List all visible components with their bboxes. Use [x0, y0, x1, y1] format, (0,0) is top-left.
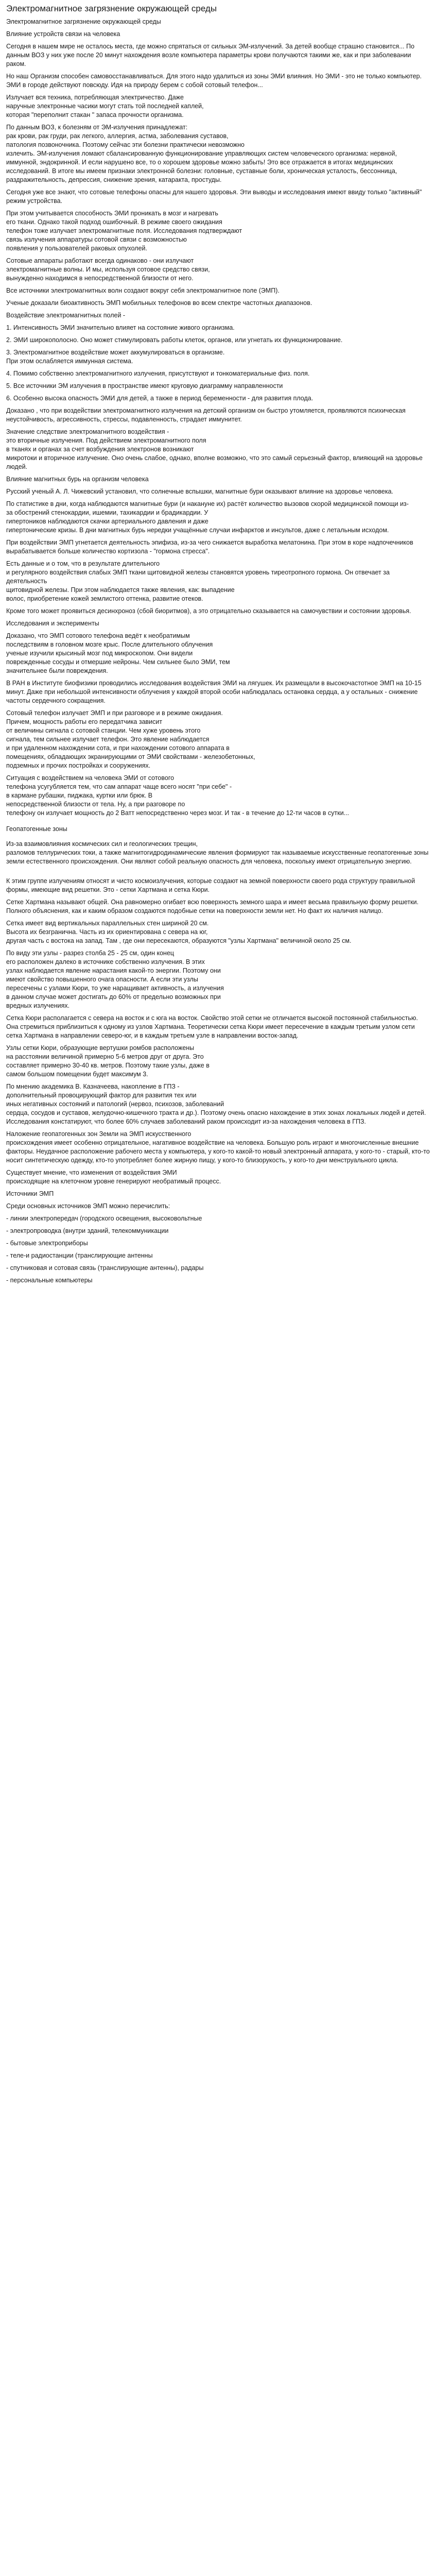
paragraph: Русский ученый А. Л. Чижевский установил, что солнечные вспышки, магнитные бури оказывают влияние на здоровье человека. — [6, 488, 393, 495]
paragraph: Сегодня уже все знают, что сотовые телефоны опасны для нашего здоровья. Эти выводы и исследования имеют ввиду только "активный" режим устройства. — [6, 189, 422, 205]
paragraph: Кроме того может проявиться десинхроноз (сбой биоритмов), а это отрицательно сказывается на самочувствии и состоянии здоровья. — [6, 607, 411, 615]
paragraph: - линии электропередач (городского освещения, высоковольтные — [6, 1215, 202, 1222]
paragraph: Излучает вся техника, потребляющая электричество. Даже наручные электронные часики могут стать той последней каплей, которая "переполнит стакан " запаса прочности организма. — [6, 94, 204, 118]
paragraph: - спутниковая и сотовая связь (транслирующие антенны), радары — [6, 1264, 204, 1272]
section-heading: Влияние магнитных бурь на организм человека — [6, 476, 149, 483]
paragraph: К этим группе излучениям относят и чисто космоизлучения, которые создают на земной поверхности своего рода структуру правильной формы, имеющие вид решетки. Это - сетки Хартмана и сетка Кюри. — [6, 877, 415, 893]
paragraph: 4. Помимо собственно электромагнитного излучения, присутствуют и тонкоматериальные физ. поля. — [6, 370, 310, 377]
paragraph: Но наш Организм способен самовосстанавливаться. Для этого надо удалиться из зоны ЭМИ влияния. Но ЭМИ - это не только компьютер. ЭМИ в городе действуют повсюду. Идя на природу берем с собой сотовый телефон... — [6, 73, 422, 89]
paragraph: Из-за взаимовлияния космических сил и геологических трещин, разломов теллурических токи, а также магнитогидродинамические явления формируют так называемые искусственные геопатогенные зоны земли естественного происхождения. Они являют собой реальную опасность для человека, поскольку имеют отрицательную энергию. — [6, 840, 429, 865]
subtitle: Электромагнитное загрязнение окружающей среды — [6, 18, 161, 25]
paragraph: По данным ВОЗ, к болезням от ЭМ-излучения принадлежат: рак крови, рак груди, рак легкого, аллергия, астма, заболевания суставов, патология позвоночника. Поэтому сейчас эти болезни практически невозможно излечить. ЭМ-излучения ломают сбалансированную функционирование управляющих систем человеческого организма: нервной, иммунной, эндокринной. И если нарушено все, то о хорошем здоровье можно забыть! Это все отражается в итогах медицинских исследований. В итоге мы имеем признаки электронной болезни: головные, суставные боли, хроническая усталость, бессонница, раздражительность, депрессия, снижение зрения, катаракта, простуды. — [6, 124, 397, 183]
paragraph: - электропроводка (внутри зданий, телекоммуникации — [6, 1227, 169, 1234]
paragraph: Узлы сетки Кюри, образующие вертушки ромбов расположены на расстоянии величиной примерно 5-6 метров друг от друга. Это составляет примерно 30-40 кв. метров. Поэтому такие узлы, даже в самом большом помещении будет максимум 3. — [6, 1044, 210, 1078]
paragraph: Наложение геопатогенных зон Земли на ЭМП искусственного происхождения имеет особенно отрицательное, нагативное воздействие на человека. Большую роль играют и многочисленные внешние факторы. Неудачное расположение рабочего места у компьютера, у кого-то какой-то новый электронный аппарата, у кого-то - старый, кто-то носит синтетическую одежду, кто-то употребляет более жирную пищу, у кого-то близорукость, у кого-то дни менструального цикла. — [6, 1130, 430, 1164]
paragraph: В РАН в Институте биофизики проводились исследования воздействия ЭМИ на лягушек. Их размещали в высокочастотное ЭМП на 10-15 минут. Даже при небольшой интенсивности облучения у каждой второй особи наблюдалась остановка сердца, а у остальных - снижение частоты сердечного сокращения. — [6, 680, 422, 704]
paragraph: По статистике в дни, когда наблюдаются магнитные бури (и накануне их) растёт количество вызовов скорой медицинской помощи из- за обострений стенокардии, ишемии, тахикардии и брадикардии. У гипертоников наблюдаются скачки артериального давления и даже гипертонические кризы. В дни магнитных бурь нередки учащённые случаи инфарктов и инсультов, даже с летальным исходом. — [6, 500, 409, 534]
paragraph: Сетка Кюри располагается с севера на восток и с юга на восток. Свойство этой сетки не отличается высокой постоянной стабильностью. Она стремиться приблизиться к одному из узлов Хартмана. Теоретически сетка Кюри имеет пересечение в каждым третьим узлом сети сетка Хартмана в направлении северо-юг, и в каждым третьем узле в направлении восток-запад. — [6, 1014, 418, 1039]
section-title: Геопатогенные зоны — [6, 825, 67, 833]
paragraph: Доказано , что при воздействии электромагнитного излучения на детский организм он быстро утомляется, проявляются психическая неустойчивость, агрессивность, стрессы, подавленность, страдает иммунитет. — [6, 407, 406, 423]
paragraph: Существует мнение, что изменения от воздействия ЭМИ происходящие на клеточном уровне генерируют необратимый процесс. — [6, 1169, 221, 1185]
paragraph: Сегодня в нашем мире не осталось места, где можно спрятаться от сильных ЭМ-излучений. За детей вообще страшно становится... По данным ВОЗ у них уже после 20 минут нахождения возле компьютера параметры крови получаются такими же, как и при заболевании раком. — [6, 43, 415, 67]
paragraph: Воздействие электромагнитных полей - — [6, 312, 126, 319]
paragraph: Есть данные и о том, что в результате длительного и регулярного воздействия слабых ЭМП ткани щитовидной железы становятся уровень тиреотропного гормона. Он отвечает за деятельность щитовидной железы. При этом наблюдается также явления, как: выпадение волос, приобретение кожей землистого оттенка, развитие отеков. — [6, 560, 390, 602]
paragraph: Значение следствие электромагнитного воздействия - это вторичные излучения. Под действием электромагнитного поля в тканях и органах за счет возбуждения электронов возникают микротоки и вторичное излучение. Оно очень слабое, однако, вполне возможно, что это самый серьезный фактор, влияющий на здоровье людей. — [6, 428, 423, 470]
paragraph: По мнению академика В. Казначеева, накопление в ГПЗ - дополнительный провоцирующий фактор для развития тех или иных негативных состояний и патологий (нервоз, психозов, заболеваний сердца, сосудов и суставов, желудочно-кишечного тракта и др.). Поэтому очень опасно нахождение в этих зонах локальных людей и детей. Исследования констатируют, что более 60% случаев заболеваний раком происходит из-за нахождения человека в ГПЗ. — [6, 1083, 426, 1125]
paragraph: 1. Интенсивность ЭМИ значительно влияет на состояние живого организма. — [6, 324, 235, 331]
spacer — [6, 870, 430, 877]
section-heading: Исследования и эксперименты — [6, 620, 99, 627]
paragraph: При воздействии ЭМП угнетается деятельность эпифиза, из-за чего снижается выработка мелатонина. При этом в коре надпочечников вырабатывается больше количество кортизола - "гормона стресса". — [6, 539, 413, 555]
paragraph: 6. Особенно высока опасность ЭМИ для детей, а также в период беременности - для развития плода. — [6, 395, 313, 402]
paragraph: 2. ЭМИ широкополосно. Оно может стимулировать работы клеток, органов, или угнетать их функционирование. — [6, 336, 343, 344]
paragraph: 5. Все источники ЭМ излучения в пространстве имеют круговую диаграмму направленности — [6, 382, 283, 389]
paragraph: Источники ЭМП — [6, 1190, 54, 1197]
paragraph: Сотовый телефон излучает ЭМП и при разговоре и в режиме ожидания. Причем, мощность работы его передатчика зависит от величины сигнала с сотовой станции. Чем хуже уровень этого сигнала, тем сильнее излучает телефон. Это явление наблюдается и при удаленном нахождении сота, и при нахождении сотового аппарата в помещениях, обладающих экранирующими от ЭМИ свойствами - железобетонных, подземных и прочих постройках и сооружениях. — [6, 709, 255, 769]
paragraph: При этом учитывается способность ЭМИ проникать в мозг и нагревать его ткани. Однако такой подход ошибочный. В режиме своего ожидания телефон тоже излучает электромагнитные поля. Исследования подтверждают связь излучения аппаратуры сотовой связи с возможностью появления у пользователей раковых опухолей. — [6, 210, 242, 252]
paragraph: - теле-и радиостанции (транслирующие антенны — [6, 1252, 153, 1259]
paragraph: - бытовые электроприборы — [6, 1240, 88, 1247]
page-title: Электромагнитное загрязнение окружающей среды — [6, 4, 217, 13]
paragraph: 3. Электромагнитное воздействие может аккумулироваться в организме. При этом ослабляется иммунная система. — [6, 349, 225, 365]
paragraph: Сотовые аппараты работают всегда одинаково - они излучают электромагнитные волны. И мы, используя сотовое средство связи, вынужденно находимся в непосредственной близости от него. — [6, 257, 210, 282]
paragraph: Сетке Хартмана называют общей. Она равномерно огибает всю поверхность земного шара и имеет весьма правильную форму решетки. Полного объяснения, как и каким образом создаются подобные сетки на поверхности земли нет. Но факт их наличия налицо. — [6, 899, 419, 914]
paragraph: Сетка имеет вид вертикальных параллельных стен шириной 20 см. Высота их безгранична. Часть из их ориентирована с севера на юг, другая часть с востока на запад. Там , где они пересекаются, образуются "узлы Хартмана" величиной около 25 см. — [6, 920, 352, 944]
section-heading: Влияние устройств связи на человека — [6, 30, 120, 38]
paragraph: Доказано, что ЭМП сотового телефона ведёт к необратимым последствиям в головном мозге крыс. После длительного облучения ученые изучили крысиный мозг под микроскопом. Они видели поврежденные сосуды и отмершие нейроны. Чем сильнее было ЭМИ, тем значительнее были повреждения. — [6, 632, 230, 674]
paragraph: Ученые доказали биоактивность ЭМП мобильных телефонов во всем спектре частотных диапазонов. — [6, 299, 312, 307]
paragraph: Среди основных источников ЭМП можно перечислить: — [6, 1202, 170, 1210]
paragraph: Все источники электромагнитных волн создают вокруг себя электромагнитное поле (ЭМП). — [6, 287, 280, 294]
paragraph: Ситуация с воздействием на человека ЭМИ от сотового телефона усугубляется тем, что сам аппарат чаще всего носят "при себе" - в кармане рубашки, пиджака, куртки или брюк. В непосредственной близости от тела. Ну, а при разговоре по телефону он излучает мощность до 2 Ватт непосредственно через мозг. И так - в течение до 12-ти часов в сутки... — [6, 774, 350, 817]
paragraph: - персональные компьютеры — [6, 1277, 93, 1284]
document-body — [6, 18, 430, 1285]
paragraph: По виду эти узлы - разрез столба 25 - 25 см, один конец его расположен далеко в источнике собственно излучения. В этих узлах наблюдается явление нарастания какой-то энергии. Поэтому они имеют свойство повышенного очага опасности. А если эти узлы пересечены с узлами Кюри, то уже наращивает активность, а излучения в данном случае может достигать до 60% от предельно возможных при вредных излучениях. — [6, 950, 224, 1009]
